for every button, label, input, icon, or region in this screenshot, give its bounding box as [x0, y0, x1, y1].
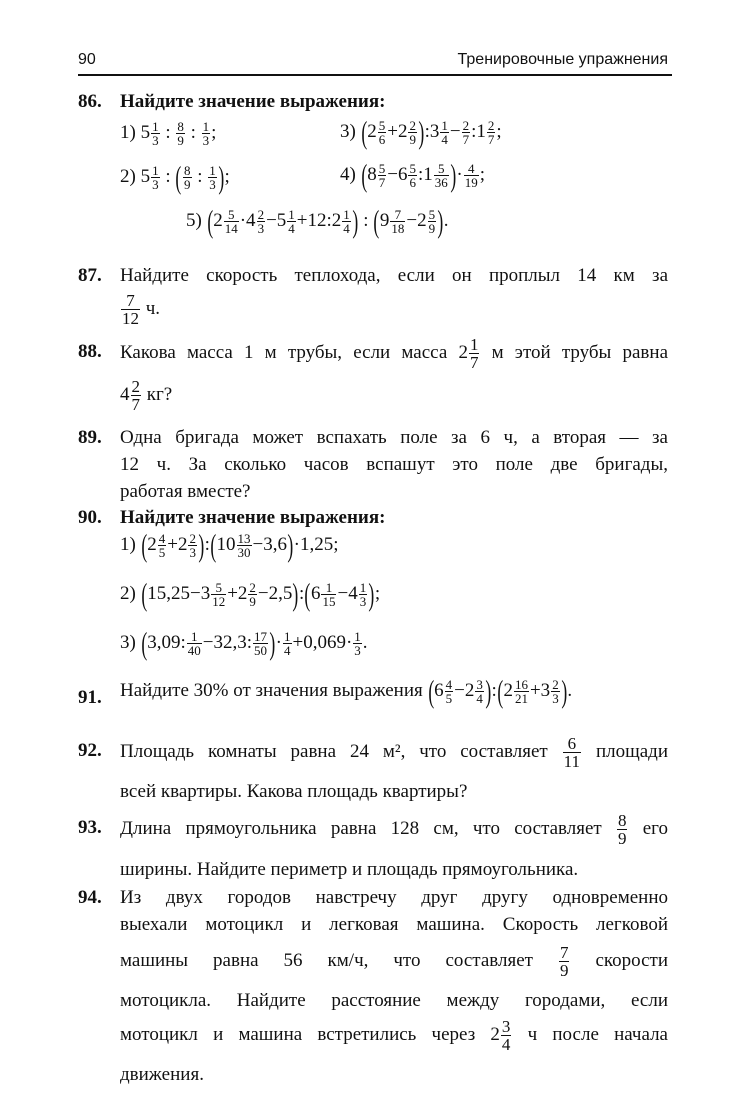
problem-92-line-2: всей квартиры. Какова площадь квартиры?: [120, 781, 468, 802]
page-number: 90: [78, 51, 96, 68]
section-title: Тренировочные упражнения: [457, 51, 668, 68]
problem-86-number: 86.: [78, 91, 102, 112]
problem-90-expr-2: 2) (15,25−3 $\frac{5}{12}$ +2 $\frac{2}{9}$ −2,5):(6 $\frac{1}{15}$ −4 $\frac{1}{3}$ );: [120, 576, 381, 612]
problem-87-line-1: Найдите скорость теплохода, если он проплыл 14 км за: [120, 265, 668, 286]
problem-92-text-b: площади: [595, 740, 669, 762]
problem-92-line-1: Площадь комнаты равна 24 м², что составляет $\frac{6}{11}$ площади: [120, 734, 669, 771]
problem-94-line-3: машины равна 56 км/ч, что составляет $\frac{7}{9}$ скорости: [120, 943, 669, 980]
problem-88-text-b: м этой трубы равна: [491, 341, 668, 363]
problem-88-unit: кг?: [146, 383, 173, 405]
problem-86-expr-2: 2) 5 $\frac{1}{3}$ : ( $\frac{8}{9}$ : $\frac{1}{3}$ );: [120, 159, 230, 195]
problem-94-line-1: Из двух городов навстречу друг другу одновременно: [120, 887, 668, 908]
problem-94-text-b: скорости: [595, 949, 669, 971]
problem-92-text-a: Площадь комнаты равна 24 м², что составляет: [120, 740, 548, 762]
problem-93-line-1: Длина прямоугольника равна 128 см, что составляет $\frac{8}{9}$ его: [120, 811, 669, 848]
problem-89-line-2: 12 ч. За сколько часов вспашут это поле две бригады,: [120, 454, 668, 475]
problem-91-line: Найдите 30% от значения выражения (6 $\frac{4}{5}$ −2 $\frac{3}{4}$ ):(2 $\frac{16}{21}$ +3 $\frac{2}{3}$ ).: [120, 673, 573, 709]
problem-93-number: 93.: [78, 817, 102, 838]
problem-90-number: 90.: [78, 507, 102, 528]
problem-92-number: 92.: [78, 740, 102, 761]
problem-94-line-4: мотоцикла. Найдите расстояние между городами, если: [120, 990, 668, 1011]
problem-89-line-3: работая вместе?: [120, 481, 251, 502]
problem-88-text-a: Какова масса 1 м трубы, если масса: [120, 341, 448, 363]
problem-90-expr-3: 3) (3,09: $\frac{1}{40}$ −32,3: $\frac{17}{50}$ )· $\frac{1}{4}$ +0,069· $\frac{1}{3}$ .: [120, 625, 368, 661]
problem-93-text-b: его: [642, 817, 669, 839]
problem-93-text-a: Длина прямоугольника равна 128 см, что составляет: [120, 817, 602, 839]
problem-93-line-2: ширины. Найдите периметр и площадь прямоугольника.: [120, 859, 579, 880]
problem-94-line-5: мотоцикл и машина встретились через 2 $\frac{3}{4}$ ч после начала: [120, 1017, 668, 1054]
problem-90-title: Найдите значение выражения:: [120, 507, 386, 528]
problem-87-number: 87.: [78, 265, 102, 286]
problem-90-expr-1: 1) (2 $\frac{4}{5}$ +2 $\frac{2}{3}$ ):(10 $\frac{13}{30}$ −3,6)·1,25;: [120, 527, 339, 563]
problem-87-line-2: $\frac{7}{12}$ ч.: [122, 291, 161, 328]
problem-86-expr-1: 1) 5 $\frac{1}{3}$ : $\frac{8}{9}$ : $\frac{1}{3}$ ;: [120, 119, 217, 148]
problem-94-text-c: мотоцикл и машина встретились через: [120, 1023, 476, 1045]
problem-88-line-1: Какова масса 1 м трубы, если масса 2 $\frac{1}{7}$ м этой трубы равна: [120, 335, 668, 372]
problem-91-text: Найдите 30% от значения выражения: [120, 679, 423, 701]
problem-87-unit: ч.: [145, 297, 161, 319]
problem-88-number: 88.: [78, 341, 102, 362]
problem-94-text-a: машины равна 56 км/ч, что составляет: [120, 949, 533, 971]
problem-86-expr-3: 3) (2 $\frac{5}{6}$ +2 $\frac{2}{9}$ ):3 $\frac{1}{4}$ − $\frac{2}{7}$ :1 $\frac{2}{7}$ ;: [340, 114, 502, 150]
problem-89-line-1: Одна бригада может вспахать поле за 6 ч, а вторая — за: [120, 427, 668, 448]
problem-94-text-d: ч после начала: [527, 1023, 668, 1045]
problem-86-title: Найдите значение выражения:: [120, 91, 386, 112]
problem-88-line-2: 4 $\frac{2}{7}$ кг?: [120, 377, 173, 414]
problem-86-expr-4: 4) (8 $\frac{5}{7}$ −6 $\frac{5}{6}$ :1 $\frac{5}{36}$ )· $\frac{4}{19}$ ;: [340, 157, 485, 193]
problem-94-line-2: выехали мотоцикл и легковая машина. Скорость легковой: [120, 914, 668, 935]
problem-91-number: 91.: [78, 687, 102, 708]
page-header: [78, 50, 672, 76]
problem-94-number: 94.: [78, 887, 102, 908]
problem-89-number: 89.: [78, 427, 102, 448]
problem-94-line-6: движения.: [120, 1064, 204, 1085]
problem-86-expr-5: 5) (2 $\frac{5}{14}$ ·4 $\frac{2}{3}$ −5 $\frac{1}{4}$ +12:2 $\frac{1}{4}$ ) : (9 $\frac{7}{18}$ −2 $\frac{5}{9}$ ).: [186, 203, 449, 239]
